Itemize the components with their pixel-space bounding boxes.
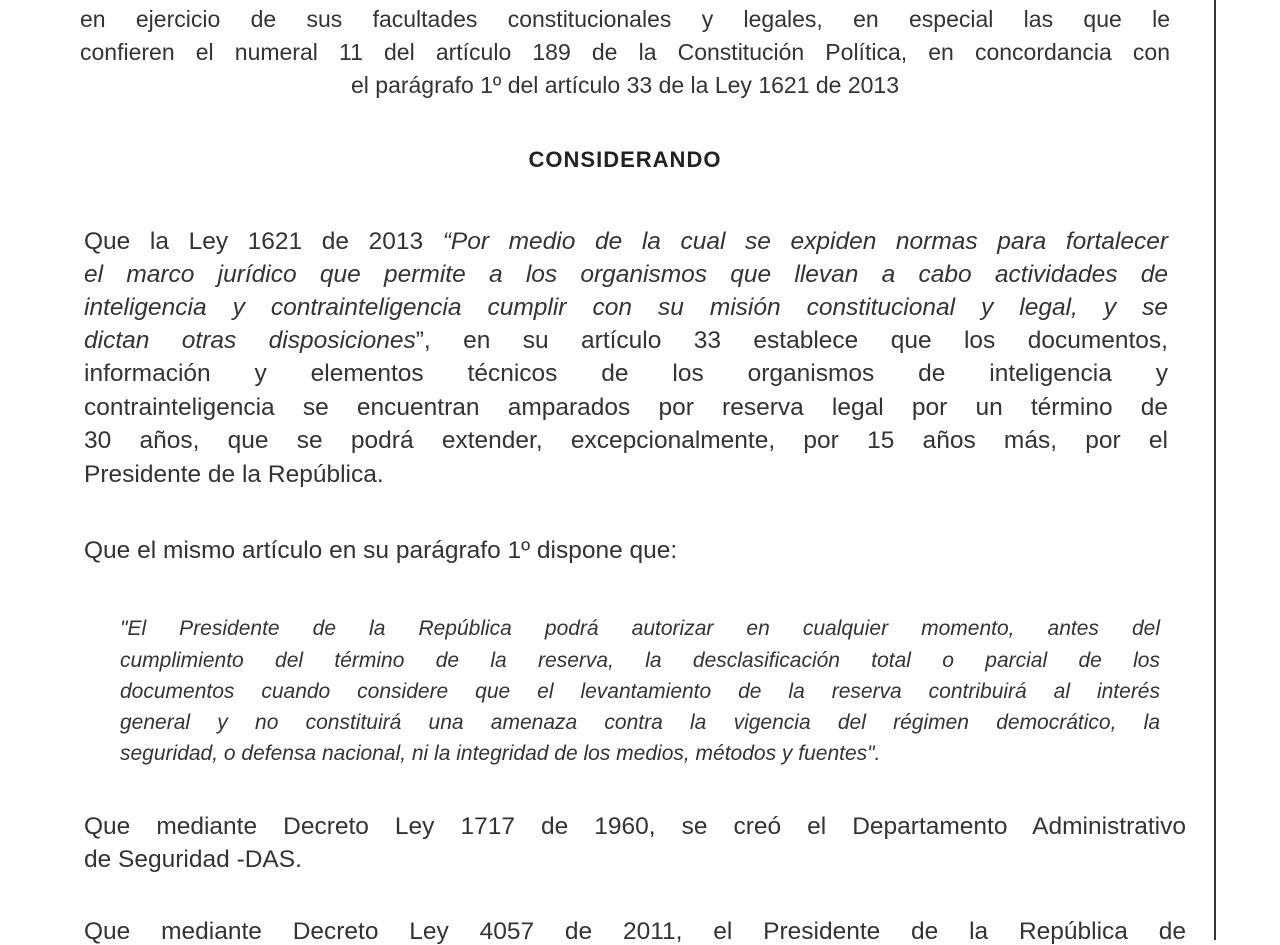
quote-line: "El Presidente de la República podrá autorizar en cualquier momento, antes del [120, 617, 1160, 640]
paragraph-line [84, 230, 1168, 255]
text: ”, en su artículo 33 establece que los documentos, [415, 327, 1168, 354]
law-title: “Por medio de la cual se expiden normas para fortalecer [442, 228, 1168, 255]
section-heading: CONSIDERANDO [528, 147, 722, 172]
paragraph: Que el mismo artículo en su parágrafo 1º dispone que: [84, 537, 678, 564]
paragraph-line: 30 años, que se podrá extender, excepcionalmente, por 15 años más, por el [84, 427, 1168, 454]
law-title: dictan otras disposiciones [84, 327, 416, 354]
preamble-line: el parágrafo 1º del artículo 33 de la Ley 1621 de 2013 [350, 72, 900, 98]
paragraph-line: Que mediante Decreto Ley 1717 de 1960, se creó el Departamento Administrativo [84, 813, 1186, 840]
quote-line: seguridad, o defensa nacional, ni la integridad de los medios, métodos y fuentes". [120, 742, 881, 765]
paragraph-line: de Seguridad -DAS. [84, 846, 302, 873]
paragraph-line: contrainteligencia se encuentran amparados por reserva legal por un término de [84, 394, 1168, 421]
paragraph-line [84, 329, 1168, 354]
paragraph-line: información y elementos técnicos de los organismos de inteligencia y [84, 360, 1168, 387]
quote-line: documentos cuando considere que el levantamiento de la reserva contribuirá al interés [120, 680, 1160, 703]
paragraph-line: el marco jurídico que permite a los organismos que llevan a cabo actividades de [84, 261, 1168, 288]
paragraph-line: inteligencia y contrainteligencia cumplir con su misión constitucional y legal, y se [84, 294, 1168, 321]
paragraph-line: Presidente de la República. [84, 461, 384, 488]
quote-line: cumplimiento del término de la reserva, la desclasificación total o parcial de los [120, 649, 1160, 672]
preamble-line: confieren el numeral 11 del artículo 189 de la Constitución Política, en concordancia con [80, 39, 1170, 65]
paragraph-line: Que mediante Decreto Ley 4057 de 2011, el Presidente de la República de [84, 918, 1186, 945]
page-border-line [1214, 0, 1216, 940]
quote-line: general y no constituirá una amenaza contra la vigencia del régimen democrático, la [120, 711, 1160, 734]
text: Que la Ley 1621 de 2013 [84, 228, 443, 255]
preamble-line: en ejercicio de sus facultades constitucionales y legales, en especial las que le [80, 6, 1170, 32]
